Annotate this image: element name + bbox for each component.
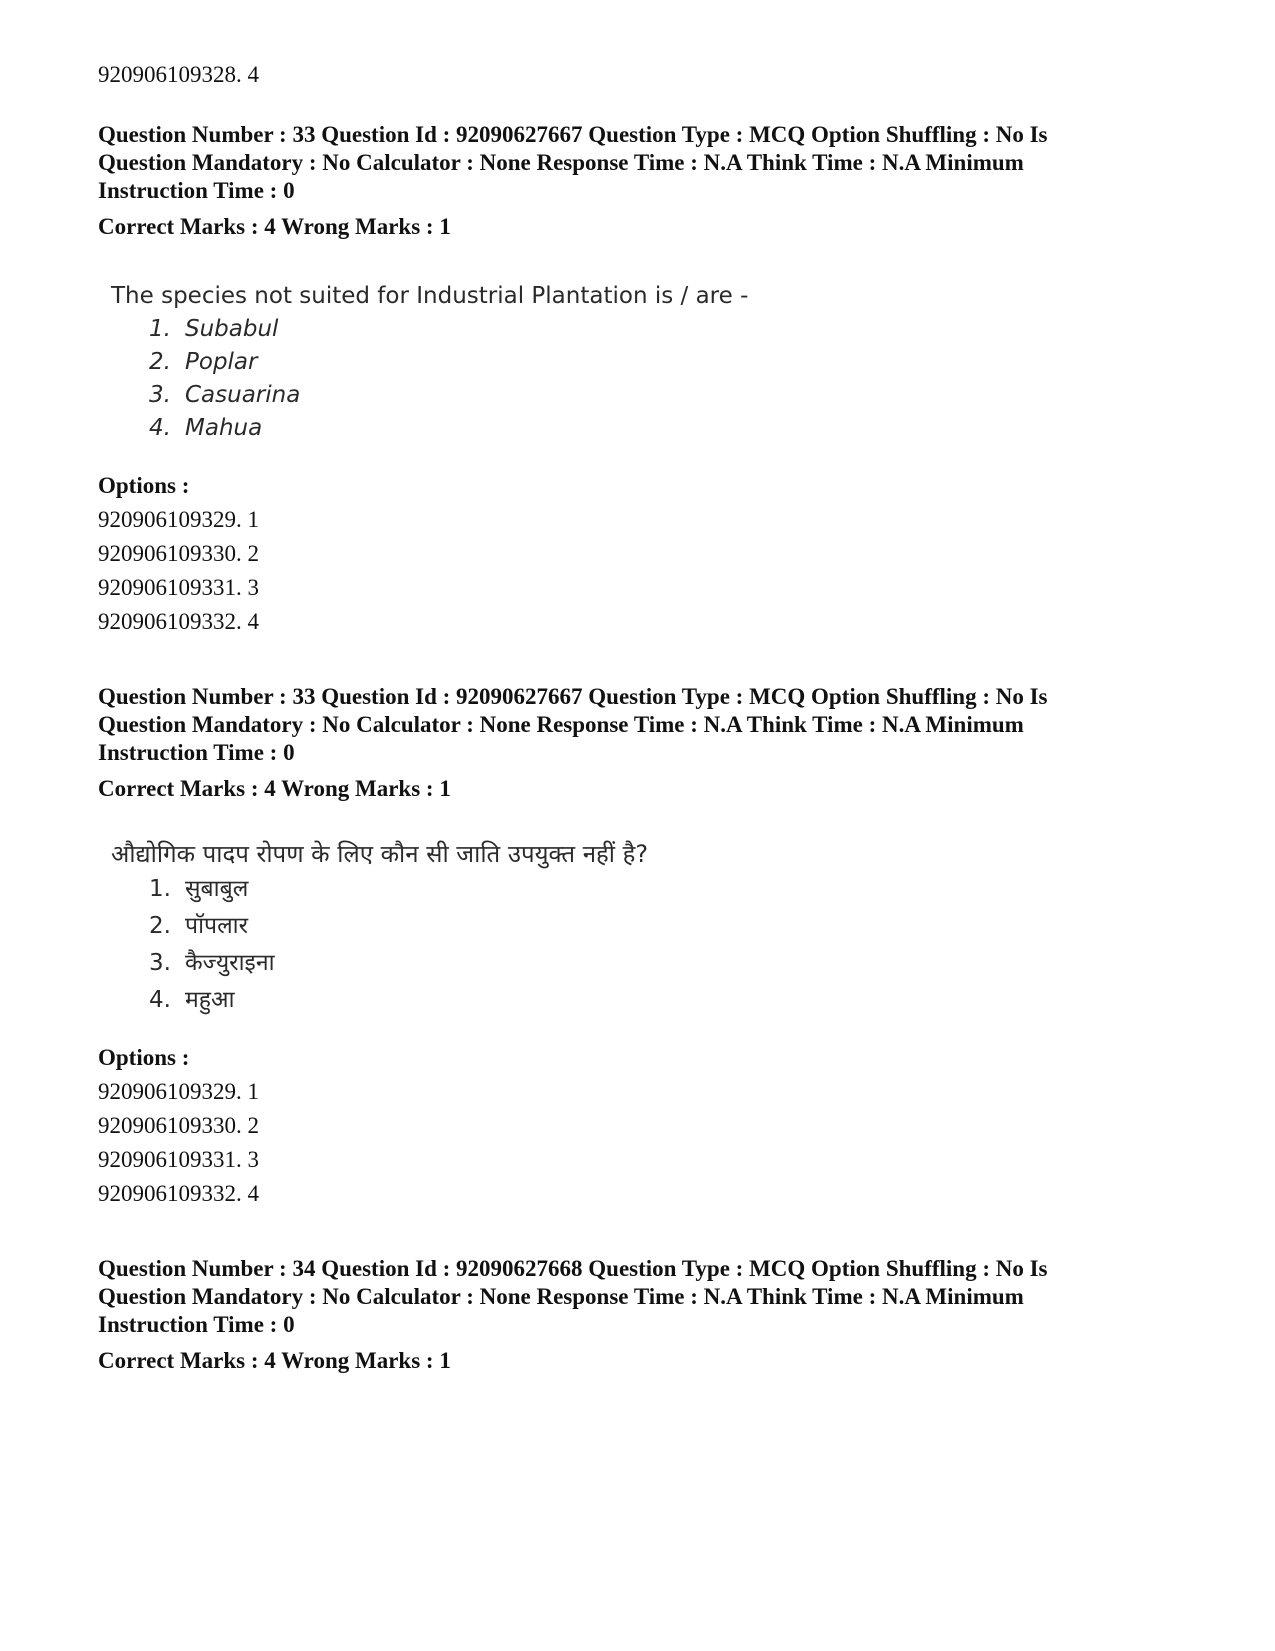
question-meta-line: Instruction Time : 0 (98, 740, 295, 765)
question-choice (149, 982, 1188, 1019)
question-choice (149, 871, 1188, 908)
options-section (98, 1041, 1188, 1211)
question-choice (149, 412, 1188, 445)
option-line: 920906109332. 4 (98, 609, 259, 634)
choice-text: Poplar (185, 349, 258, 375)
choice-number: 4. (149, 415, 171, 441)
option-line: 920906109332. 4 (98, 1181, 259, 1206)
question-meta-line: Instruction Time : 0 (98, 1312, 295, 1337)
question-choice-list (111, 871, 1188, 1019)
question-choice (149, 313, 1188, 346)
question-image-hindi (111, 839, 1188, 1019)
question-block-english (98, 121, 1188, 639)
option-line: 920906109331. 3 (98, 1147, 259, 1172)
marks-line: Correct Marks : 4 Wrong Marks : 1 (98, 776, 451, 801)
choice-text: महुआ (185, 987, 235, 1013)
options-label: Options : (98, 1045, 190, 1070)
option-line: 920906109330. 2 (98, 541, 259, 566)
option-line: 920906109331. 3 (98, 575, 259, 600)
question-choice (149, 379, 1188, 412)
options-label: Options : (98, 473, 190, 498)
choice-text: सुबाबुल (185, 876, 249, 902)
question-stem: औद्योगिक पादप रोपण के लिए कौन सी जाति उपयुक्त नहीं है? (111, 840, 649, 868)
question-meta-line: Question Number : 34 Question Id : 92090627668 Question Type : MCQ Option Shuffling : No Is (98, 1256, 1048, 1281)
question-meta-line: Question Mandatory : No Calculator : None Response Time : N.A Think Time : N.A Minimum (98, 150, 1024, 175)
previous-option-line: 920906109328. 4 (98, 62, 259, 87)
question-stem: The species not suited for Industrial Plantation is / are - (111, 283, 749, 309)
choice-number: 1. (149, 316, 171, 342)
options-section (98, 469, 1188, 639)
choice-number: 1. (149, 876, 171, 902)
question-meta-line: Instruction Time : 0 (98, 178, 295, 203)
question-meta-line: Question Mandatory : No Calculator : None Response Time : N.A Think Time : N.A Minimum (98, 1284, 1024, 1309)
question-choice (149, 945, 1188, 982)
question-meta-line: Question Mandatory : No Calculator : None Response Time : N.A Think Time : N.A Minimum (98, 712, 1024, 737)
question-block-next (98, 1255, 1188, 1377)
choice-text: Subabul (185, 316, 279, 342)
question-choice (149, 908, 1188, 945)
choice-number: 2. (149, 913, 171, 939)
question-meta-line: Question Number : 33 Question Id : 92090627667 Question Type : MCQ Option Shuffling : No Is (98, 122, 1048, 147)
choice-number: 2. (149, 349, 171, 375)
option-line: 920906109330. 2 (98, 1113, 259, 1138)
choice-number: 4. (149, 987, 171, 1013)
choice-text: पॉपलार (185, 913, 249, 939)
choice-number: 3. (149, 382, 171, 408)
question-meta-line: Question Number : 33 Question Id : 92090627667 Question Type : MCQ Option Shuffling : No Is (98, 684, 1048, 709)
marks-line: Correct Marks : 4 Wrong Marks : 1 (98, 214, 451, 239)
document-page (98, 58, 1188, 1377)
choice-number: 3. (149, 950, 171, 976)
question-choice-list (111, 313, 1188, 445)
option-line: 920906109329. 1 (98, 1079, 259, 1104)
marks-line: Correct Marks : 4 Wrong Marks : 1 (98, 1348, 451, 1373)
option-line: 920906109329. 1 (98, 507, 259, 532)
question-choice (149, 346, 1188, 379)
question-block-hindi (98, 683, 1188, 1211)
choice-text: Mahua (185, 415, 263, 441)
choice-text: कैज्युराइना (185, 950, 275, 976)
question-image-english (111, 281, 1188, 445)
choice-text: Casuarina (185, 382, 301, 408)
